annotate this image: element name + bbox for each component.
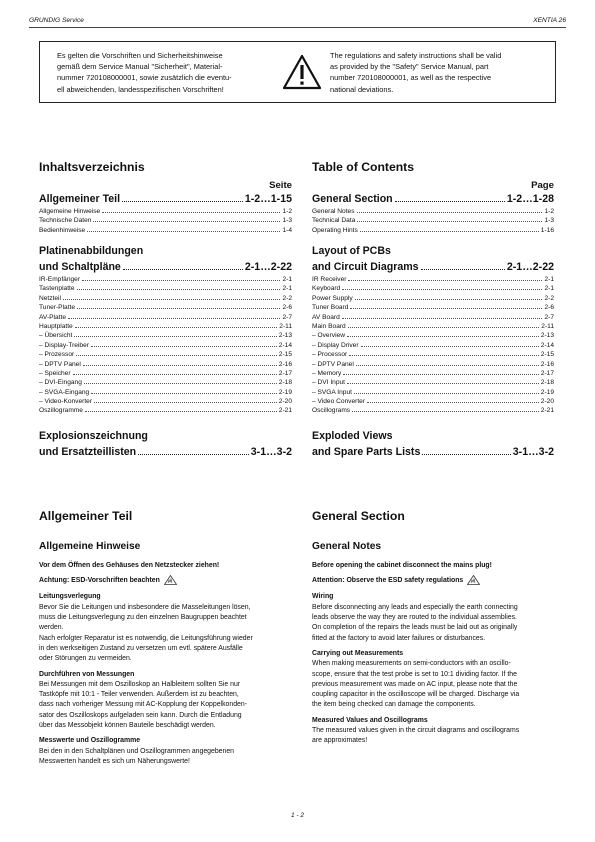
header-brand: GRUNDIG Service [29, 17, 84, 24]
toc-entry-page: 2-20 [540, 398, 554, 406]
toc-entry-label: Netzteil [39, 294, 61, 302]
toc-leader [83, 365, 277, 366]
toc-entry-label: General Notes [312, 208, 355, 215]
toc-entry [312, 389, 554, 398]
toc-leader [342, 318, 543, 319]
values-title: Messwerte und Oszillogramme [39, 737, 141, 745]
toc-entry-label: Tuner-Platte [39, 304, 76, 312]
toc-leader [84, 383, 277, 384]
toc-section-2 [312, 261, 554, 273]
toc-entry [312, 276, 554, 285]
toc-leader [102, 212, 280, 213]
notice-line: national deviations. [330, 84, 394, 94]
toc-leader [422, 454, 510, 455]
toc-leader [367, 402, 539, 403]
toc-entry [312, 379, 554, 388]
toc-section-pages: 1-2…1-15 [244, 193, 292, 205]
toc-entry-page: 2-17 [540, 369, 554, 377]
toc-entry-label: – SVGA Input [312, 388, 352, 396]
toc-entry [39, 314, 292, 323]
toc-leader [343, 374, 538, 375]
toc-leader [360, 231, 539, 232]
toc-entry-page: 2-2 [282, 294, 292, 302]
toc-entry-page: 2-16 [278, 360, 292, 368]
notice-line: as provided by the "Safety" Service Manual, part [330, 62, 489, 72]
toc-entry-page: 2-13 [540, 332, 554, 340]
toc-entry-label: Technical Data [312, 217, 356, 225]
toc-entry [39, 276, 292, 285]
toc-entry-page: 2-19 [540, 388, 554, 396]
toc-leader [357, 221, 542, 222]
toc-list [39, 276, 292, 417]
header-rule [29, 27, 566, 28]
toc-entry [39, 323, 292, 332]
toc-leader [63, 299, 280, 300]
warning-esd-text: Achtung: ESD-Vorschriften beachten [39, 577, 160, 585]
toc-leader [91, 346, 277, 347]
toc-leader [85, 411, 277, 412]
body-line: On completion of the repairs the leads must be laid out as originally [312, 624, 518, 632]
toc-leader [356, 365, 539, 366]
toc-entry-label: Main Board [312, 322, 346, 330]
toc-entry [312, 227, 554, 236]
notice-line: Es gelten die Vorschriften und Sicherheitshinweise [57, 51, 223, 60]
toc-entry-label: – SVGA-Eingang [39, 388, 90, 396]
toc-entry-label: – DPTV Panel [39, 360, 81, 368]
toc-section-3-line1: Exploded Views [312, 430, 393, 442]
toc-entry [39, 217, 292, 226]
section-body [39, 561, 292, 767]
wiring-title: Wiring [312, 593, 334, 601]
toc-entry-page: 2-11 [279, 322, 292, 330]
esd-hand-icon [467, 575, 480, 585]
notice-line: gemäß dem Service Manual "Sicherheit", Material- [57, 62, 223, 72]
toc-entry-page: 2-21 [278, 407, 292, 415]
toc-leader [357, 212, 543, 213]
toc-entry-label: Oszillogramme [39, 407, 83, 415]
body-line: Messwerten handelt es sich um Näherungswerte! [39, 757, 190, 765]
toc-entry-label: Oscillograms [312, 407, 351, 415]
toc-entry-page: 2-18 [278, 379, 292, 387]
toc-entry [312, 217, 554, 226]
toc-entry-page: 2-1 [544, 276, 554, 283]
header-model: XENTIA 26 [533, 17, 566, 24]
toc-leader [93, 221, 280, 222]
toc-leader [122, 201, 243, 202]
toc-entry-label: Technische Daten [39, 217, 92, 225]
body-line: Bei Messungen mit dem Oszilloskop an Halbleitern sollten Sie nur [39, 680, 241, 688]
toc-entry-page: 2-7 [544, 313, 554, 321]
toc-section-title: and Circuit Diagrams [312, 261, 419, 273]
section-subtitle: Allgemeine Hinweise [39, 541, 141, 552]
safety-notice-box [39, 41, 556, 103]
toc-entry-page: 2-16 [540, 360, 554, 368]
toc-entry [39, 332, 292, 341]
toc-entry [312, 351, 554, 360]
toc-entry [39, 407, 292, 416]
body-line: oder Störungen zu vermeiden. [39, 655, 132, 663]
toc-entry-label: – Video Converter [312, 398, 366, 406]
body-line: When making measurements on semi-conductors with an oscillo- [312, 660, 511, 668]
warning-triangle-icon [282, 54, 322, 90]
toc-entry-label: – Prozessor [39, 351, 75, 359]
toc-leader [123, 269, 243, 270]
toc-section-pages: 1-2…1-28 [506, 193, 554, 205]
toc-entry [312, 295, 554, 304]
toc-leader [87, 231, 280, 232]
toc-entry-page: 2-15 [278, 351, 292, 359]
notice-line: ell abweichenden, landesspezifischen Vorschriften! [57, 84, 224, 94]
notice-line: nummer 720108000001, sowie zusätzlich die eventu- [57, 73, 232, 83]
toc-leader [77, 308, 280, 309]
toc-leader [348, 327, 540, 328]
toc-leader [352, 411, 539, 412]
toc-section-1 [312, 193, 554, 205]
body-line: werden. [39, 624, 64, 632]
body-line: Bei den in den Schaltplänen und Oszillogrammen angegebenen [39, 747, 234, 755]
body-line: the item being checked can damage the components. [312, 701, 476, 709]
toc-section-title: General Section [312, 193, 393, 205]
body-line: scope, ensure that the test probe is set to 10:1 dividing factor. If the [312, 670, 517, 678]
toc-entry-label: Bedienhinweise [39, 226, 86, 234]
toc-entry-page: 2-19 [278, 388, 292, 396]
toc-entry-page: 2-1 [282, 276, 292, 283]
toc-entry-label: Operating Hints [312, 226, 358, 234]
toc-entry-page: 2-6 [282, 304, 292, 312]
toc-leader [76, 355, 277, 356]
toc-entry [312, 323, 554, 332]
toc-entry-label: Tuner Board [312, 304, 349, 312]
section-body [312, 561, 554, 747]
toc-leader [73, 374, 277, 375]
toc-leader [350, 308, 542, 309]
toc-leader [68, 318, 280, 319]
toc-leader [354, 393, 539, 394]
toc-entry-label: – Display-Treiber [39, 341, 89, 349]
toc-entry-page: 1-3 [282, 217, 292, 225]
toc-entry-page: 1-16 [540, 226, 554, 234]
toc-entry [312, 361, 554, 370]
toc-leader [355, 299, 543, 300]
toc-leader [361, 346, 539, 347]
toc-section-pages: 3-1…3-2 [512, 446, 554, 458]
page-number: 1 - 2 [290, 812, 304, 819]
toc-entry-page: 2-18 [540, 379, 554, 387]
toc-entry-label: Keyboard [312, 285, 341, 293]
toc-entry [312, 407, 554, 416]
wiring-title: Leitungsverlegung [39, 593, 101, 601]
toc-entry [39, 342, 292, 351]
body-line: sator des Oszilloskops aufgeladen sein kann. Durch die Entladung [39, 711, 242, 719]
warning-esd-text: Attention: Observe the ESD safety regulations [312, 577, 464, 585]
toc-list [39, 208, 292, 236]
body-line: previous measurement was made on AC input, please note that the [312, 680, 518, 688]
toc-entry-label: – Display Driver [312, 341, 359, 349]
body-line: Before disconnecting any leads and especially the earth connecting [312, 603, 518, 611]
toc-section-pages: 2-1…2-22 [244, 261, 292, 273]
toc-entry [39, 398, 292, 407]
body-line: leads observe the way they are routed to the individual assemblies. [312, 614, 517, 622]
toc-entry-label: Power Supply [312, 294, 353, 302]
toc-entry-page: 2-20 [278, 398, 292, 406]
toc-leader [75, 327, 278, 328]
warning-mains: Before opening the cabinet disconnect the mains plug! [312, 562, 492, 569]
toc-section-pages: 3-1…3-2 [250, 446, 292, 458]
toc-entry [39, 389, 292, 398]
toc-entry-page: 2-17 [278, 369, 292, 377]
toc-leader [347, 336, 539, 337]
body-line: Tastköpfe mit 10:1 - Teiler verwenden. Außerdem ist zu beachten, [39, 691, 239, 699]
toc-list [312, 276, 554, 417]
toc-entry [39, 295, 292, 304]
toc-entry-page: 2-11 [541, 322, 554, 330]
warning-mains: Vor dem Öffnen des Gehäuses den Netzstecker ziehen! [39, 562, 220, 569]
toc-entry [312, 304, 554, 313]
toc-entry [39, 379, 292, 388]
toc-entry [312, 342, 554, 351]
toc-entry [39, 227, 292, 236]
body-line: muss die Leitungsverlegung zu den einzelnen Baugruppen beachtet [39, 614, 247, 622]
toc-section-pages: 2-1…2-22 [506, 261, 554, 273]
toc-section-3 [312, 446, 554, 458]
toc-entry-label: – Speicher [39, 369, 71, 377]
toc-entry-page: 1-2 [282, 208, 292, 215]
toc-entry-page: 2-14 [540, 341, 554, 349]
toc-entry [312, 370, 554, 379]
toc-entry-page: 2-15 [540, 351, 554, 359]
toc-entry-label: – Processor [312, 351, 348, 359]
warning-esd [312, 575, 554, 586]
toc-section-3-line1: Explosionszeichnung [39, 430, 148, 442]
toc-entry-label: Tastenplatte [39, 285, 75, 293]
toc-entry-label: – DPTV Panel [312, 360, 354, 368]
toc-title: Table of Contents [312, 160, 415, 174]
warning-esd [39, 575, 292, 586]
toc-entry-label: IR-Empfänger [39, 276, 81, 283]
toc-entry-page: 2-14 [278, 341, 292, 349]
toc-entry [312, 285, 554, 294]
toc-entry-label: Allgemeine Hinweise [39, 208, 101, 215]
toc-entry [39, 304, 292, 313]
toc-leader [91, 393, 277, 394]
notice-line: number 720108000001, as well as the respective [330, 73, 492, 83]
toc-leader [348, 280, 542, 281]
body-line: fitted at the factory to avoid later failures or disturbances. [312, 634, 486, 642]
section-title: General Section [312, 509, 405, 523]
toc-entry-page: 2-6 [544, 304, 554, 312]
toc-entry-label: – DVI-Eingang [39, 379, 82, 387]
toc-entry-page: 2-7 [282, 313, 292, 321]
measurement-title: Durchführen von Messungen [39, 670, 135, 678]
body-line: The measured values given in the circuit diagrams and oscillograms [312, 726, 520, 734]
toc-leader [349, 355, 539, 356]
toc-entry [312, 398, 554, 407]
toc-entry-page: 1-4 [282, 226, 292, 234]
toc-entry-label: AV-Platte [39, 313, 66, 321]
notice-text-en [330, 50, 545, 95]
toc-leader [421, 269, 505, 270]
section-title: Allgemeiner Teil [39, 509, 133, 523]
toc-entry [39, 361, 292, 370]
toc-entry-page: 2-2 [544, 294, 554, 302]
toc-entry-label: – Memory [312, 369, 342, 377]
toc-leader [77, 289, 281, 290]
toc-section-1 [39, 193, 292, 205]
toc-leader [82, 280, 280, 281]
toc-entry [312, 332, 554, 341]
toc-entry [39, 370, 292, 379]
toc-entry [39, 285, 292, 294]
notice-line: The regulations and safety instructions shall be valid [330, 51, 502, 60]
notice-text-de [57, 50, 279, 95]
toc-section-title: Allgemeiner Teil [39, 193, 121, 205]
toc-entry-page: 2-1 [282, 285, 292, 293]
toc-entry [312, 208, 554, 217]
toc-entry-label: – Overview [312, 332, 345, 340]
toc-page-label: Seite [269, 180, 292, 191]
toc-entry-page: 1-2 [544, 208, 554, 215]
toc-entry [312, 314, 554, 323]
toc-entry-label: – Übersicht [39, 332, 73, 340]
toc-section-2-line1: Platinenabbildungen [39, 245, 144, 257]
toc-section-title: and Spare Parts Lists [312, 446, 421, 458]
toc-leader [138, 454, 249, 455]
toc-title: Inhaltsverzeichnis [39, 160, 145, 174]
toc-entry-label: IR Receiver [312, 276, 347, 283]
body-line: über das Messobjekt können Bauteile beschädigt werden. [39, 721, 216, 729]
body-line: are approximates! [312, 737, 368, 745]
toc-entry-label: AV Board [312, 313, 340, 321]
toc-section-2-line1: Layout of PCBs [312, 245, 391, 257]
toc-section-title: und Ersatzteillisten [39, 446, 137, 458]
toc-entry-page: 1-3 [544, 217, 554, 225]
toc-leader [94, 402, 277, 403]
toc-entry-label: Hauptplatte [39, 322, 73, 330]
toc-leader [74, 336, 276, 337]
body-line: in den werkseitigen Zustand zu versetzen um evtl. spätere Ausfälle [39, 644, 243, 652]
toc-entry-page: 2-21 [540, 407, 554, 415]
toc-entry-page: 2-1 [544, 285, 554, 293]
toc-entry [39, 208, 292, 217]
toc-leader [342, 289, 542, 290]
toc-section-title: und Schaltpläne [39, 261, 121, 273]
body-line: dass nach vorheriger Messung mit AC-Kopplung der Koppelkonden- [39, 701, 247, 709]
toc-entry-label: – Video-Konverter [39, 398, 93, 406]
toc-entry-label: – DVI Input [312, 379, 345, 387]
body-line: coupling capacitor in the oscilloscope will be charged. Discharge via [312, 691, 520, 699]
measurement-title: Carrying out Measurements [312, 649, 404, 657]
toc-section-2 [39, 261, 292, 273]
toc-page-label: Page [531, 180, 554, 191]
toc-leader [395, 201, 505, 202]
values-title: Measured Values and Oscillograms [312, 716, 428, 724]
section-subtitle: General Notes [312, 541, 382, 552]
toc-entry-page: 2-13 [278, 332, 292, 340]
body-line: Nach erfolgter Reparatur ist es notwendig, die Leitungsführung wieder [39, 634, 253, 642]
body-line: Bevor Sie die Leitungen und insbesondere die Masseleitungen lösen, [39, 603, 251, 611]
toc-section-3 [39, 446, 292, 458]
esd-hand-icon [164, 575, 177, 585]
toc-list [312, 208, 554, 236]
toc-entry [39, 351, 292, 360]
toc-leader [347, 383, 539, 384]
